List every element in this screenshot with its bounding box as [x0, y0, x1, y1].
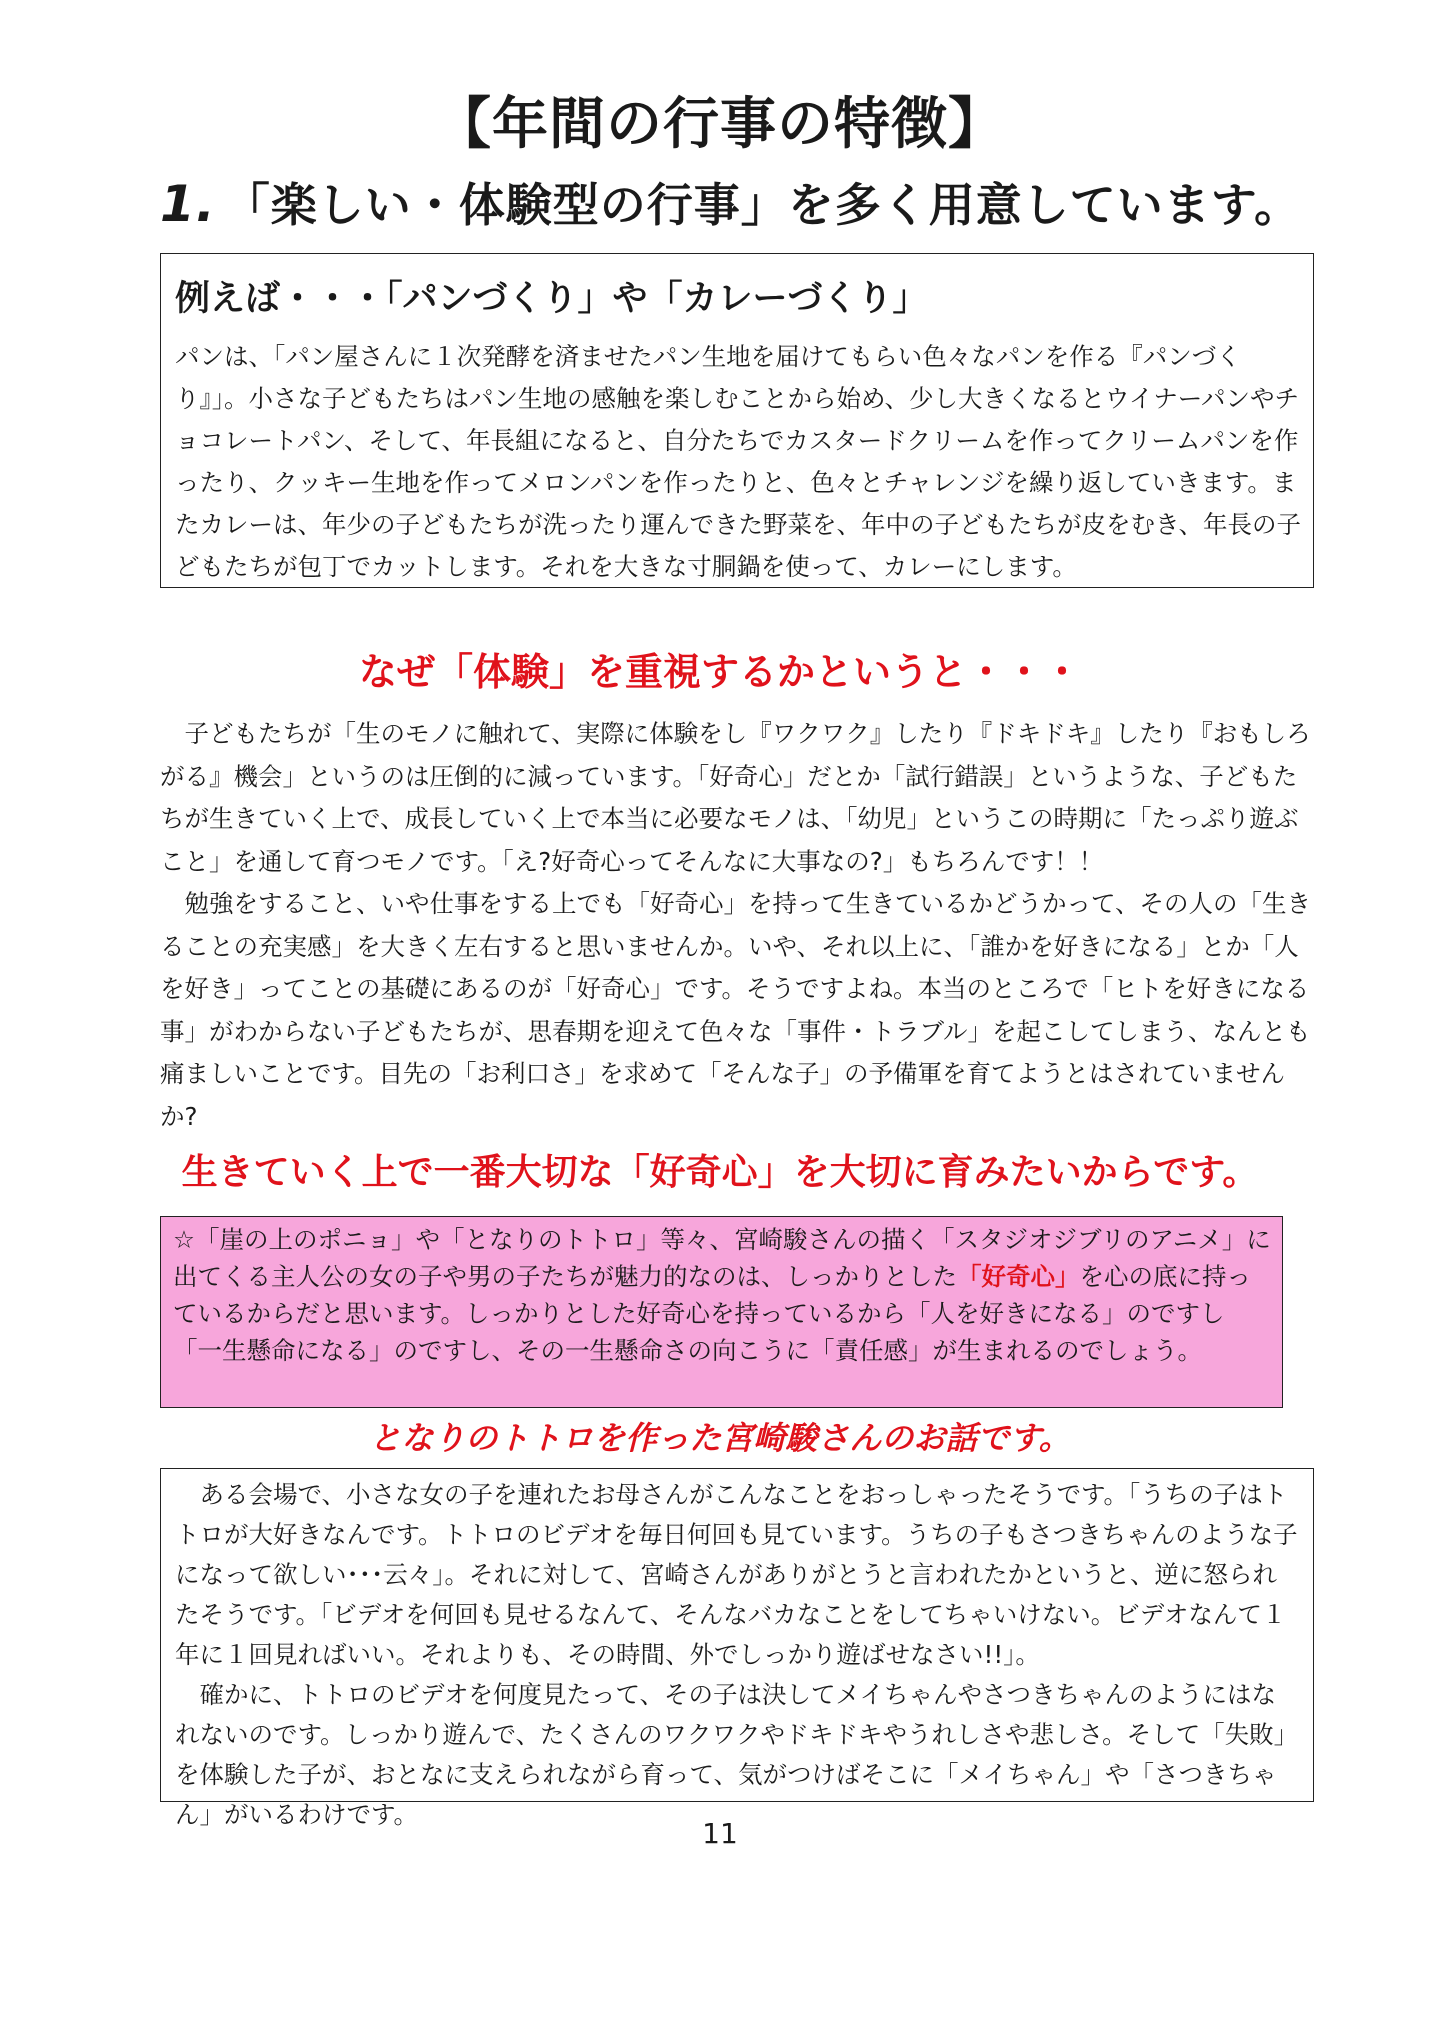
story-paragraph: ある会場で、小さな女の子を連れたお母さんがこんなことをおっしゃったそうです。「うちの子はトトロが大好きなんです。トトロのビデオを毎日何回も見ています。うちの子もさつきちゃんのような子になって欲しい･･･云々」。それに対して、宮崎さんがありがとうと言われたかというと、逆に怒られたそうです。「ビデオを何回も見せるなんて、そんなバカなことをしてちゃいけない。ビデオなんて１年に１回見ればいい。それよりも、その時間、外でしっかり遊ばせなさい!!」。: [175, 1480, 1298, 1669]
story-text: [175, 1475, 1299, 1835]
story-paragraph: 確かに、トトロのビデオを何度見たって、その子は決してメイちゃんやさつきちゃんのようにはなれないのです。しっかり遊んで、たくさんのワクワクやドキドキやうれしさや悲しさ。そして「失敗」を体験した子が、おとなに支えられながら育って、気がつけばそこに「メイちゃん」や「さつきちゃん」がいるわけです。: [175, 1680, 1299, 1829]
curiosity-heading: 生きていく上で一番大切な「好奇心」を大切に育みたいからです。: [181, 1152, 1259, 1193]
page-number: 11: [702, 1817, 738, 1850]
why-paragraph: 子どもたちが「生のモノに触れて、実際に体験をし『ワクワク』したり『ドキドキ』したり『おもしろがる』機会」というのは圧倒的に減っています。「好奇心」だとか「試行錯誤」というような、子どもたちが生きていく上で、成長していく上で本当に必要なモノは、「幼児」というこの時期に「たっぷり遊ぶこと」を通して育つモノです。「え?好奇心ってそんなに大事なの?」もちろんです！！: [160, 719, 1311, 876]
ghibli-note-after: を心の底に持っているからだと思います。しっかりとした好奇心を持っているから「人を好きになる」のですし「一生懸命になる」のですし、その一生懸命さの向こうに「責任感」が生まれるのでしょう。: [173, 1262, 1251, 1365]
why-paragraph: 勉強をすること、いや仕事をする上でも「好奇心」を持って生きているかどうかって、その人の「生きることの充実感」を大きく左右すると思いませんか。いや、それ以上に、「誰かを好きになる」とか「人を好き」ってことの基礎にあるのが「好奇心」です。そうですよね。本当のところで「ヒトを好きになる事」がわからない子どもたちが、思春期を迎えて色々な「事件・トラブル」を起こしてしまう、なんとも痛ましいことです。目先の「お利口さ」を求めて「そんな子」の予備軍を育てようとはされていませんか?: [160, 889, 1312, 1131]
why-text: [160, 713, 1315, 1138]
example-heading: 例えば・・・「パンづくり」や「カレーづくり」: [175, 279, 928, 319]
totoro-heading: となりのトトロを作った宮崎駿さんのお話です。: [369, 1419, 1071, 1457]
ghibli-note-text: [173, 1221, 1272, 1369]
ghibli-note-before: ☆「崖の上のポニョ」や「となりのトトロ」等々、宮崎駿さんの描く「スタジオジブリのアニメ」に出てくる主人公の女の子や男の子たちが魅力的なのは、しっかりとした: [173, 1225, 1271, 1291]
section-number: 1.: [160, 175, 216, 233]
section-subtitle: [160, 168, 1320, 241]
story-box: [160, 1468, 1314, 1829]
page-title: 【年間の行事の特徴】: [435, 92, 1005, 157]
curiosity-highlight: 「好奇心」: [957, 1262, 1080, 1291]
why-heading: なぜ「体験」を重視するかというと・・・: [358, 650, 1081, 694]
example-box: [160, 253, 1314, 588]
ghibli-note-box: [160, 1216, 1283, 1408]
example-body: パンは、「パン屋さんに１次発酵を済ませたパン生地を届けてもらい色々なパンを作る『パンづくり』」。小さな子どもたちはパン生地の感触を楽しむことから始め、少し大きくなるとウイナーパンやチョコレートパン、そして、年長組になると、自分たちでカスタードクリームを作ってクリームパンを作ったり、クッキー生地を作ってメロンパンを作ったりと、色々とチャレンジを繰り返していきます。またカレーは、年少の子どもたちが洗ったり運んできた野菜を、年中の子どもたちが皮をむき、年長の子どもたちが包丁でカットします。それを大きな寸胴鍋を使って、カレーにします。: [175, 342, 1302, 581]
section-subtitle-text: 「楽しい・体験型の行事」を多く用意しています。: [223, 178, 1302, 232]
